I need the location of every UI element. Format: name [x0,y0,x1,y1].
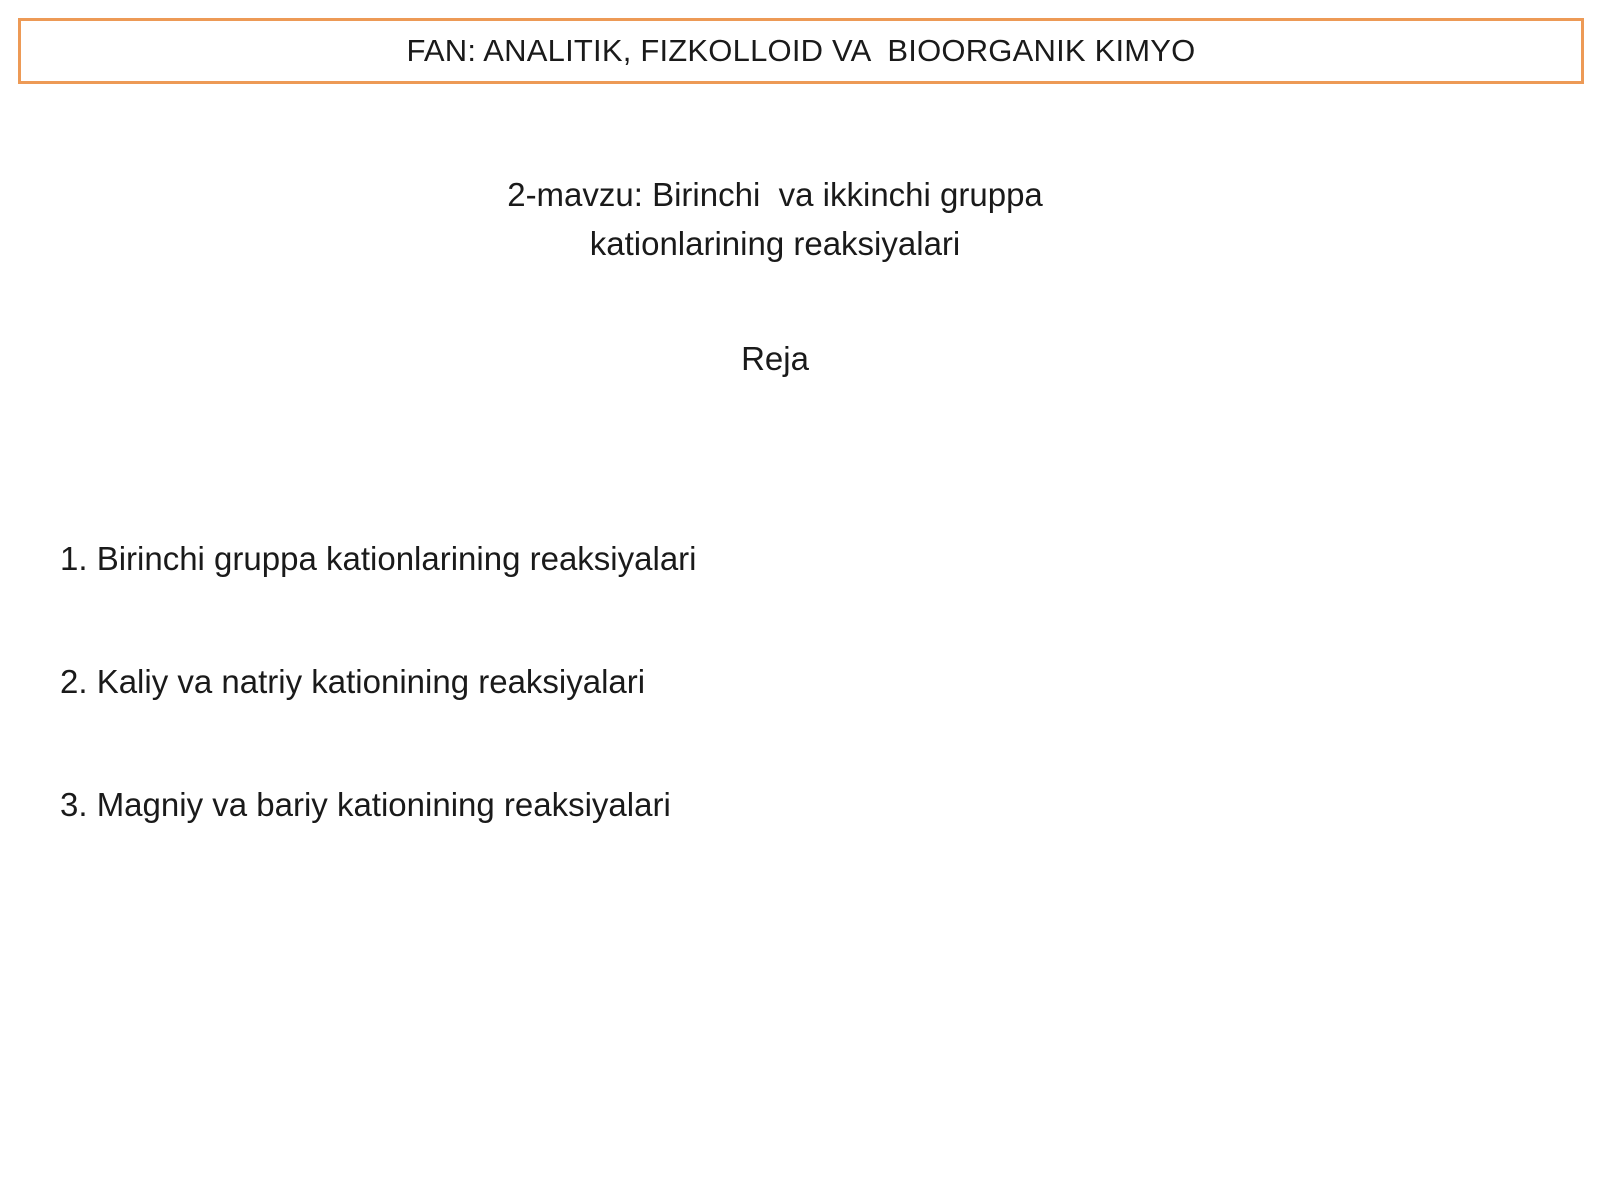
topic-title [0,170,1550,268]
plan-item-2: 2. Kaliy va natriy kationining reaksiyalari [60,663,646,700]
subject-header-box [18,18,1584,84]
plan-item-3: 3. Magniy va bariy kationining reaksiyalari [60,786,671,823]
subject-title: FAN: ANALITIK, FIZKOLLOID VA BIOORGANIK KIMYO [406,33,1196,68]
plan-heading: Reja [741,340,809,377]
plan-item-1: 1. Birinchi gruppa kationlarining reaksiyalari [60,540,697,577]
topic-title-line-1: 2-mavzu: Birinchi va ikkinchi gruppa [507,176,1043,213]
topic-title-line-2: kationlarining reaksiyalari [589,225,961,262]
